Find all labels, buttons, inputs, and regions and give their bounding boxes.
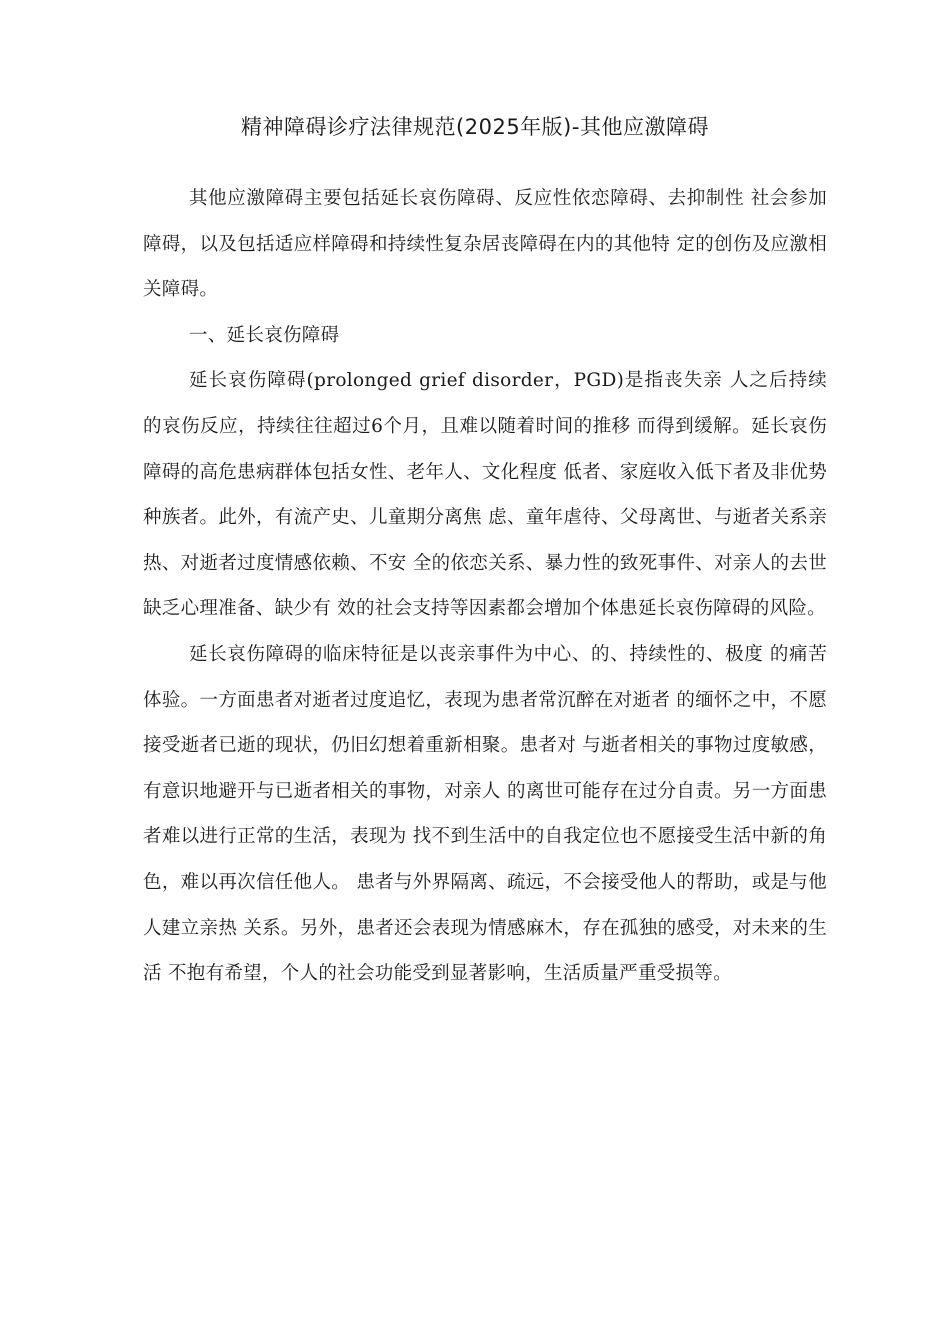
section-paragraph-1: 延长哀伤障碍(prolonged grief disorder，PGD)是指丧失亲 人之后持续的哀伤反应，持续往往超过6个月，且难以随着时间的推移 而得到缓解。延长哀伤障碍的高危患病群体包括女性、老年人、文化程度 低者、家庭收入低下者及非优势种族者。此外，有流产史、儿童期分离焦 虑、童年虐待、父母离世、与逝者关系亲热、对逝者过度情感依赖、不安 全的依恋关系、暴力性的致死事件、对亲人的去世缺乏心理准备、缺少有 效的社会支持等因素都会增加个体患延长哀伤障碍的风险。: [143, 370, 827, 620]
section-heading: 一、延长哀伤障碍: [189, 324, 340, 346]
intro-paragraph: 其他应激障碍主要包括延长哀伤障碍、反应性依恋障碍、去抑制性 社会参加障碍，以及包括适应样障碍和持续性复杂居丧障碍在内的其他特 定的创伤及应激相关障碍。: [143, 188, 827, 301]
document-title: 精神障碍诊疗法律规范(2025年版)-其他应激障碍: [241, 115, 709, 139]
document-body: [143, 176, 827, 997]
section-paragraph-2: 延长哀伤障碍的临床特征是以丧亲事件为中心、的、持续性的、极度 的痛苦体验。一方面患者对逝者过度追忆，表现为患者常沉醉在对逝者 的缅怀之中，不愿接受逝者已逝的现状，仍旧幻想着重新相聚。患者对 与逝者相关的事物过度敏感，有意识地避开与已逝者相关的事物，对亲人 的离世可能存在过分自责。另一方面患者难以进行正常的生活，表现为 找不到生活中的自我定位也不愿接受生活中新的角色，难以再次信任他人。 患者与外界隔离、疏远，不会接受他人的帮助，或是与他人建立亲热 关系。另外，患者还会表现为情感麻木，存在孤独的感受，对未来的生活 不抱有希望，个人的社会功能受到显著影响，生活质量严重受损等。: [143, 643, 827, 985]
